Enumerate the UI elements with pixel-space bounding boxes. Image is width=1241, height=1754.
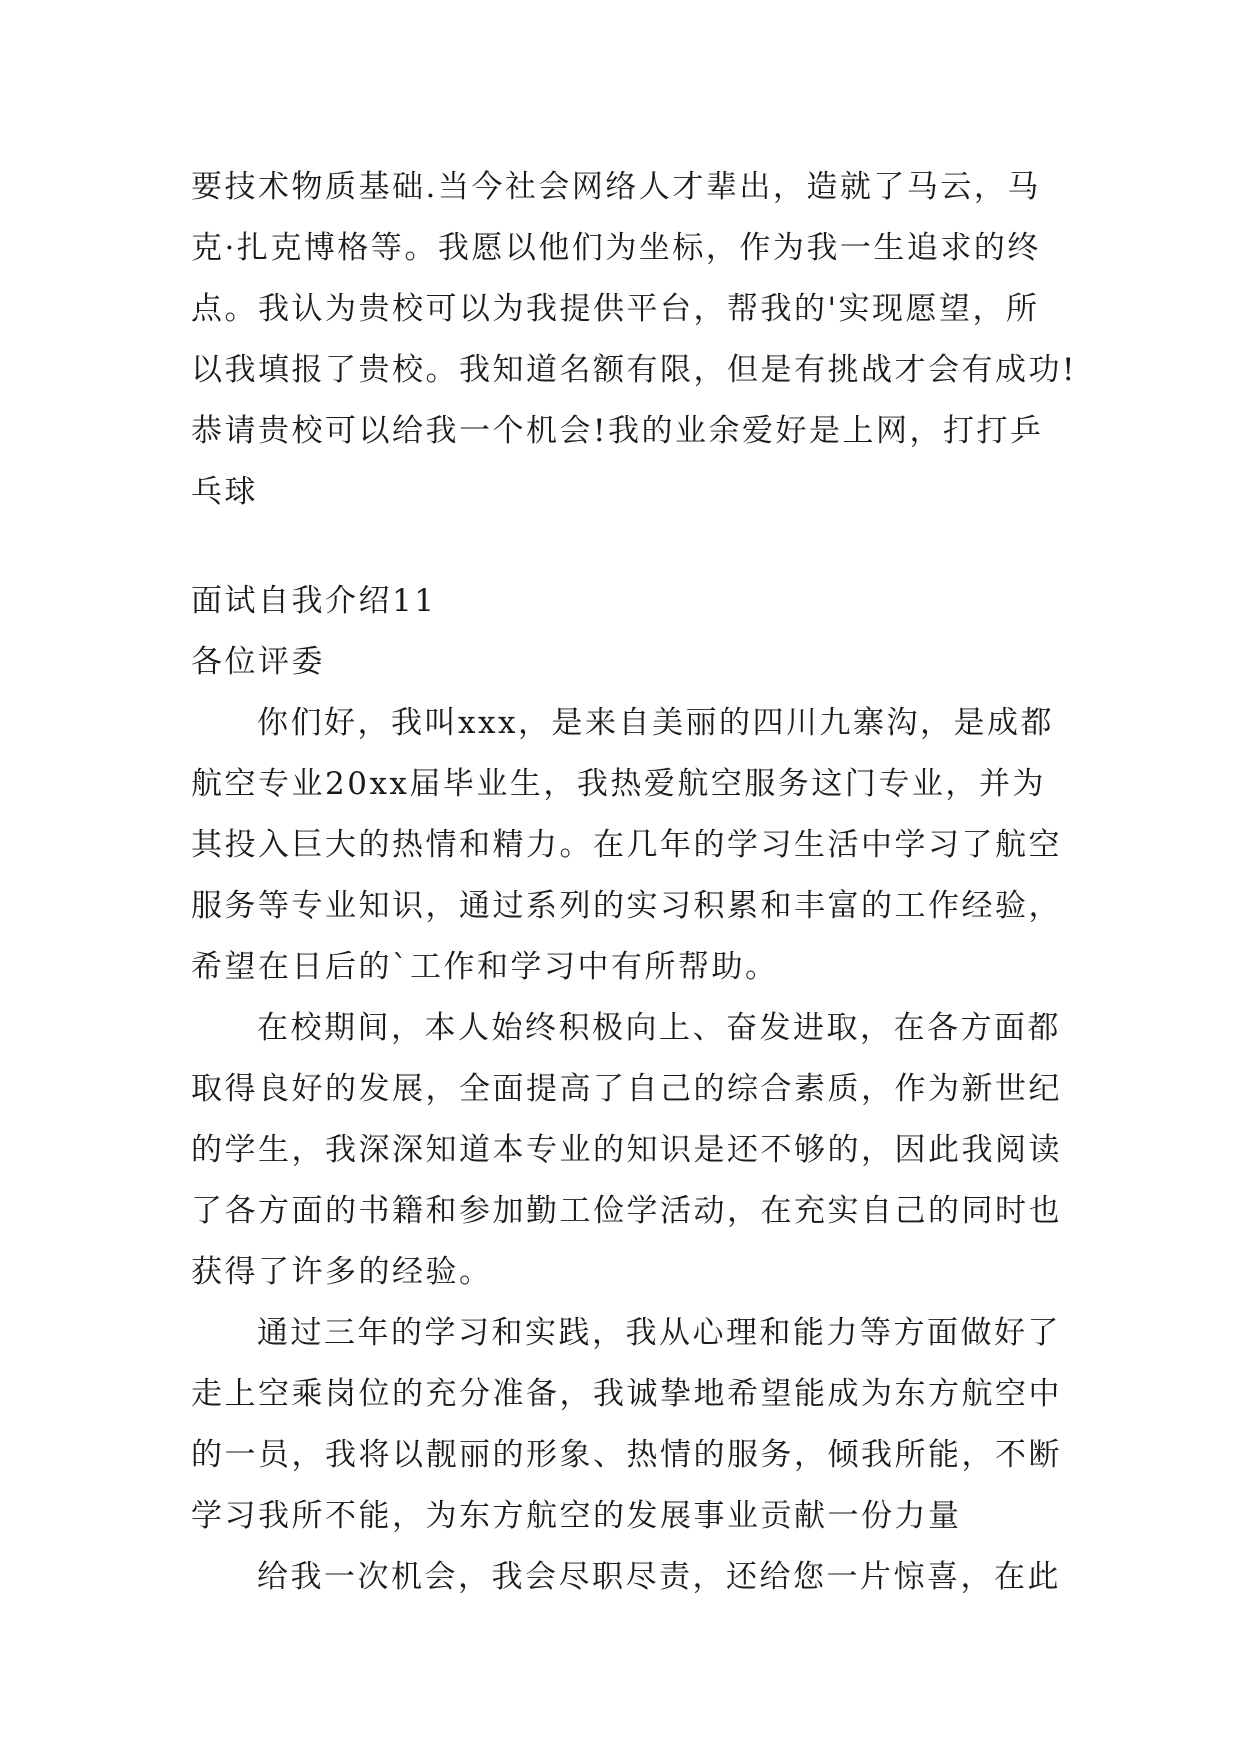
paragraph-line: 你们好，我叫xxx，是来自美丽的四川九寨沟，是成都 <box>257 705 1054 741</box>
text-line: 点。我认为贵校可以为我提供平台，帮我的'实现愿望，所 <box>191 291 1040 327</box>
salutation: 各位评委 <box>191 644 325 680</box>
text-line: 克·扎克博格等。我愿以他们为坐标，作为我一生追求的终 <box>191 230 1041 266</box>
paragraph-line: 给我一次机会，我会尽职尽责，还给您一片惊喜，在此 <box>257 1559 1061 1595</box>
paragraph-line: 获得了许多的经验。 <box>191 1254 493 1290</box>
section-title: 面试自我介绍11 <box>191 583 437 619</box>
text-line: 以我填报了贵校。我知道名额有限，但是有挑战才会有成功! <box>191 352 1077 388</box>
paragraph-line: 通过三年的学习和实践，我从心理和能力等方面做好了 <box>257 1315 1061 1351</box>
paragraph-line: 的一员，我将以靓丽的形象、热情的服务，倾我所能，不断 <box>191 1437 1062 1473</box>
paragraph-line: 其投入巨大的热情和精力。在几年的学习生活中学习了航空 <box>191 827 1062 863</box>
paragraph-line: 了各方面的书籍和参加勤工俭学活动，在充实自己的同时也 <box>191 1193 1062 1229</box>
text-line: 要技术物质基础.当今社会网络人才辈出，造就了马云，马 <box>191 169 1041 205</box>
paragraph-line: 学习我所不能，为东方航空的发展事业贡献一份力量 <box>191 1498 962 1534</box>
continuation-paragraph <box>191 157 1077 523</box>
paragraph-line: 取得良好的发展，全面提高了自己的综合素质，作为新世纪 <box>191 1071 1062 1107</box>
paragraph-line: 走上空乘岗位的充分准备，我诚挚地希望能成为东方航空中 <box>191 1376 1062 1412</box>
paragraph-line: 在校期间，本人始终积极向上、奋发进取，在各方面都 <box>257 1010 1061 1046</box>
text-line: 恭请贵校可以给我一个机会!我的业余爱好是上网，打打乒 <box>191 413 1044 449</box>
paragraph-line: 服务等专业知识，通过系列的实习积累和丰富的工作经验， <box>191 888 1062 924</box>
paragraph-line: 航空专业20xx届毕业生，我热爱航空服务这门专业，并为 <box>191 766 1046 802</box>
section-body <box>191 571 1061 1608</box>
paragraph-line: 希望在日后的`工作和学习中有所帮助。 <box>191 949 779 985</box>
paragraph-line: 的学生，我深深知道本专业的知识是还不够的，因此我阅读 <box>191 1132 1062 1168</box>
text-line: 乓球 <box>191 474 258 510</box>
